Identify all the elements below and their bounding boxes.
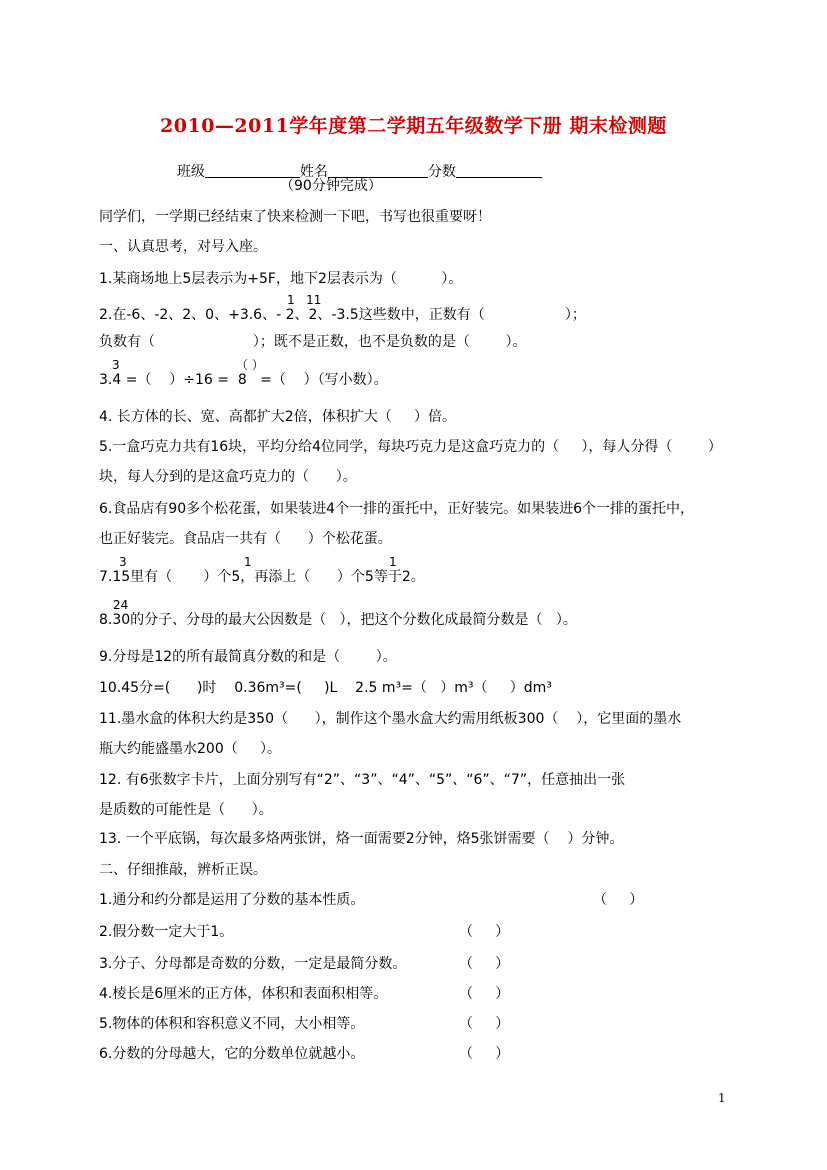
name-blank[interactable]	[328, 163, 428, 178]
question-2-fraction-numerators: 1 11	[287, 293, 322, 307]
page-number: 1	[718, 1091, 726, 1105]
question-2-line-1: 2.在-6、-2、2、0、+3.6、- 2、2、-3.5这些数中，正数有（ ）；	[99, 307, 586, 323]
question-3-fraction-blank: （ ）	[236, 358, 264, 372]
question-3: 3.4 =（ ）÷16 = 8 =（ ）（写小数）。	[99, 372, 388, 388]
judgement-4-answer[interactable]: （ ）	[459, 986, 510, 1002]
class-label: 班级	[176, 164, 205, 180]
question-7: 7.15里有（ ）个5，再添上（ ）个5等于2。	[99, 569, 425, 585]
student-info-line	[168, 145, 542, 181]
section-2-heading: 二、仔细推敲，辨析正误。	[99, 862, 267, 878]
judgement-3: 3.分子、分母都是奇数的分数，一定是最简分数。	[99, 956, 407, 972]
time-note: （90分钟完成）	[280, 178, 382, 194]
question-12-line-2: 是质数的可能性是（ ）。	[99, 802, 273, 818]
question-6-line-2: 也正好装完。食品店一共有（ ）个松花蛋。	[99, 531, 392, 547]
question-12-line-1: 12. 有6张数字卡片，上面分别写有“2”、“3”、“4”、“5”、“6”、“7”，任意抽出一张	[99, 772, 626, 788]
judgement-2-answer[interactable]: （ ）	[459, 924, 510, 940]
question-11-line-2: 瓶大约能盛墨水200（ ）。	[99, 741, 281, 757]
question-13: 13. 一个平底锅，每次最多烙两张饼，烙一面需要2分钟，烙5张饼需要（ ）分钟。	[99, 831, 624, 847]
judgement-6-answer[interactable]: （ ）	[459, 1046, 510, 1062]
name-label: 姓名	[299, 164, 328, 180]
question-11-line-1: 11.墨水盒的体积大约是350（ ），制作这个墨水盒大约需用纸板300（ ），它里面的墨水	[99, 711, 682, 727]
page-title: 2010—2011学年度第二学期五年级数学下册 期末检测题	[160, 115, 667, 137]
question-2-line-2: 负数有（ ）；既不是正数，也不是负数的是（ ）。	[99, 334, 527, 350]
judgement-2: 2.假分数一定大于1。	[99, 924, 234, 940]
question-9: 9.分母是12的所有最简真分数的和是（ ）。	[99, 649, 397, 665]
judgement-5-answer[interactable]: （ ）	[459, 1016, 510, 1032]
question-5-line-1: 5.一盒巧克力共有16块，平均分给4位同学，每块巧克力是这盒巧克力的（ ），每人分得（ ）	[99, 439, 722, 455]
question-3-fraction-numerator: 3	[112, 358, 120, 372]
score-blank[interactable]	[456, 163, 542, 178]
question-8-fraction: 24	[113, 598, 129, 612]
judgement-3-answer[interactable]: （ ）	[459, 956, 510, 972]
question-7-fraction-1: 3	[119, 555, 127, 569]
question-7-fraction-2: 1	[244, 555, 252, 569]
judgement-1-answer[interactable]: （ ）	[593, 892, 644, 908]
judgement-4: 4.棱长是6厘米的正方体，体积和表面积相等。	[99, 986, 388, 1002]
question-1: 1.某商场地上5层表示为+5F，地下2层表示为（ ）。	[99, 271, 463, 287]
question-4: 4. 长方体的长、宽、高都扩大2倍，体积扩大（ ）倍。	[99, 409, 456, 425]
question-8: 8.30的分子、分母的最大公因数是（ ），把这个分数化成最简分数是（ ）。	[99, 612, 577, 628]
score-label: 分数	[427, 164, 456, 180]
question-10: 10.45分=( )时 0.36m³=( )L 2.5 m³=（ ）m³（ ）dm³	[99, 680, 552, 696]
judgement-6: 6.分数的分母越大，它的分数单位就越小。	[99, 1046, 365, 1062]
section-1-heading: 一、认真思考，对号入座。	[99, 239, 267, 255]
judgement-5: 5.物体的体积和容积意义不同，大小相等。	[99, 1016, 365, 1032]
judgement-1: 1.通分和约分都是运用了分数的基本性质。	[99, 892, 365, 908]
question-5-line-2: 块，每人分到的是这盒巧克力的（ ）。	[99, 469, 357, 485]
intro-text: 同学们，一学期已经结束了快来检测一下吧，书写也很重要呀！	[99, 209, 491, 225]
class-blank[interactable]	[205, 163, 300, 178]
question-6-line-1: 6.食品店有90多个松花蛋，如果装进4个一排的蛋托中，正好装完。如果装进6个一排的蛋托中，	[99, 501, 694, 517]
question-7-fraction-3: 1	[389, 555, 397, 569]
